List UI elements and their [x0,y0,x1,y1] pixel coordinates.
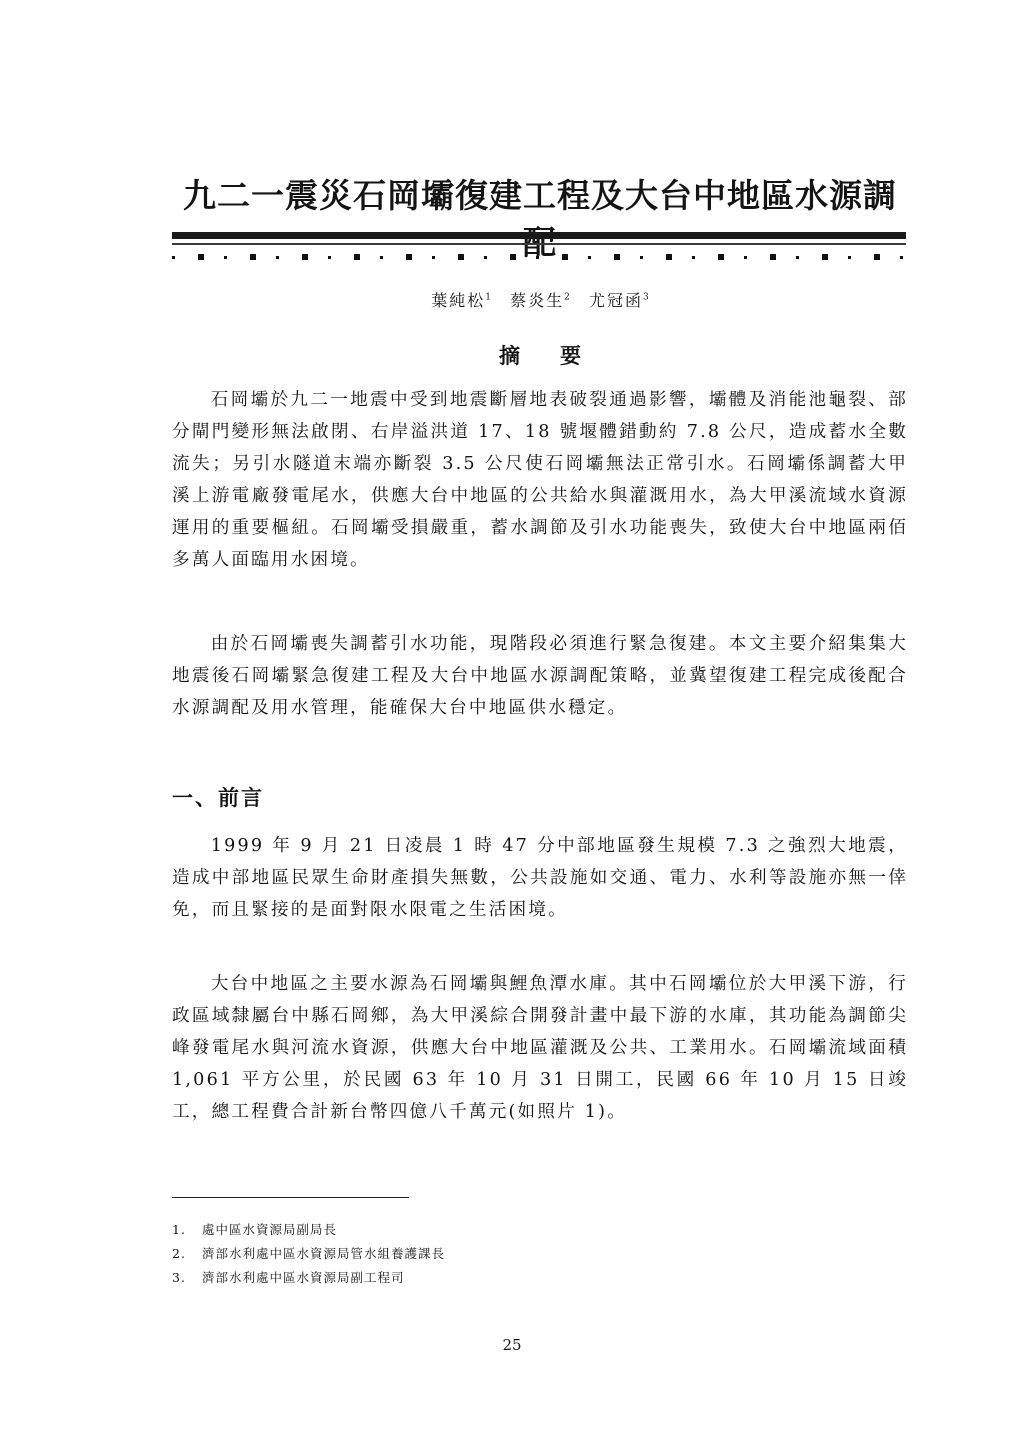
decorative-dot [458,254,464,260]
title-rule-thick [172,232,906,239]
author-mark: 1 [485,292,492,303]
body-paragraph: 大台中地區之主要水源為石岡壩與鯉魚潭水庫。其中石岡壩位於大甲溪下游，行政區域隸屬台中縣石岡鄉，為大甲溪綜合開發計畫中最下游的水庫，其功能為調節尖峰發電尾水與河流水資源，供應大台中地區灌溉及公共、工業用水。石岡壩流域面積 1,061 平方公里，於民國 63 年 10 月 31 日開工，民國 66 年 10 月 15 日竣工，總工程費合計新台幣四億八千萬元(如照片 1)。 [172,974,908,1122]
decorative-dot [640,256,643,259]
decorative-dot [354,254,360,260]
decorative-dot [198,254,204,260]
decorative-dot [900,256,903,259]
decorative-dot [744,256,747,259]
title-rule-thin [172,243,906,245]
decorative-dot [588,256,591,259]
footnote: 2. 濟部水利處中區水資源局管水組養護課長 [172,1246,446,1261]
footnotes [172,1218,445,1290]
decorative-dot [562,254,568,260]
decorative-dot [692,256,695,259]
decorative-dot [380,256,383,259]
decorative-dot [614,254,620,260]
decorative-dot [172,256,175,259]
decorative-dot [770,254,776,260]
decorative-dot [536,256,539,259]
abstract-paragraph: 石岡壩於九二一地震中受到地震斷層地表破裂通過影響，壩體及消能池龜裂、部分閘門變形無法啟閉、右岸溢洪道 17、18 號堰體錯動約 7.8 公尺，造成蓄水全數流失；另引水隧道末端亦斷裂 3.5 公尺使石岡壩無法正常引水。石岡壩係調蓄大甲溪上游電廠發電尾水，供應大台中地區的公共給水與灌溉用水，為大甲溪流域水資源運用的重要樞紐。石岡壩受損嚴重，蓄水調節及引水功能喪失，致使大台中地區兩佰多萬人面臨用水困境。 [172,390,908,570]
author: 葉純松$^1$ [431,291,492,310]
decorative-dot [874,254,880,260]
decorative-dot [666,254,672,260]
decorative-dot [848,256,851,259]
author-line [170,288,910,311]
decorative-dot [484,256,487,259]
decorative-dot [796,256,799,259]
footnote-rule [172,1197,409,1198]
decorative-dot [328,256,331,259]
footnote: 3. 濟部水利處中區水資源局副工程司 [172,1270,405,1285]
decorative-dot [250,254,256,260]
decorative-dot [718,254,724,260]
decorative-dot [510,254,516,260]
decorative-dot [432,256,435,259]
decorative-dot [224,256,227,259]
author-mark: 3 [642,292,649,303]
author: 蔡炎生$^2$ [510,291,570,310]
author-mark: 2 [564,292,570,303]
page-number: 25 [502,1336,522,1354]
decorative-dot [406,254,412,260]
abstract-paragraph: 由於石岡壩喪失調蓄引水功能，現階段必須進行緊急復建。本文主要介紹集集大地震後石岡壩緊急復建工程及大台中地區水源調配策略，並冀望復建工程完成後配合水源調配及用水管理，能確保大台中地區供水穩定。 [172,634,908,718]
footnote: 1. 處中區水資源局副局長 [172,1222,338,1237]
decorative-dot [302,254,308,260]
abstract-heading: 摘要 [499,344,621,368]
decorative-dot [822,254,828,260]
decorative-dot [276,256,279,259]
paper-title: 九二一震災石岡壩復建工程及大台中地區水源調 [183,176,897,215]
body-paragraph: 1999 年 9 月 21 日凌晨 1 時 47 分中部地區發生規模 7.3 之強烈大地震，造成中部地區民眾生命財產損失無數，公共設施如交通、電力、水利等設施亦無一倖免，而且緊接的是面對限水限電之生活困境。 [172,836,908,920]
section-heading: 一、前言 [172,786,264,810]
author: 尤冠函$^3$ [588,291,649,310]
decorative-dot-row [172,252,906,264]
